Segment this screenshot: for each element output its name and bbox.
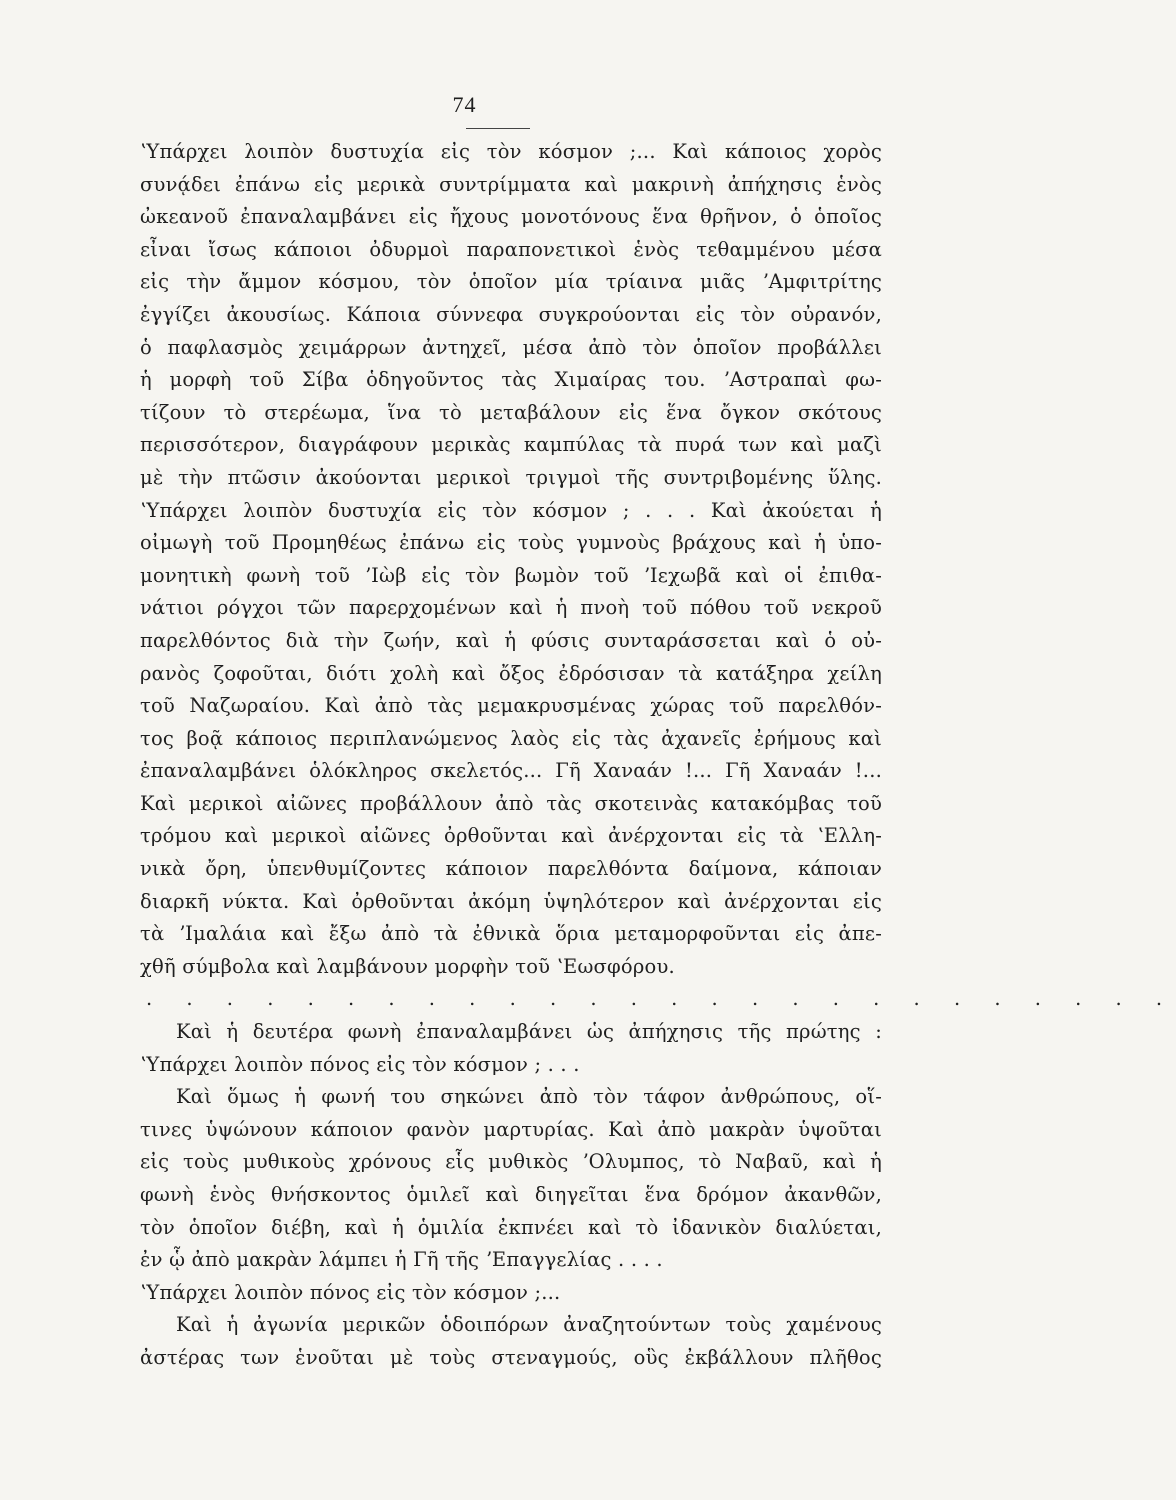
text-line: ʽΥπάρχει λοιπὸν δυστυχία εἰς τὸν κόσμον ; . . . Καὶ ἀκούεται ἡ	[140, 498, 882, 522]
text-line: ἡ μορφὴ τοῦ Σίβα ὁδηγοῦντος τὰς Χιμαίρας του. ʼΑστραπαὶ φω-	[140, 368, 882, 392]
text-line: ἀστέρας των ἑνοῦται μὲ τοὺς στεναγμούς, οὓς ἐκβάλλουν πλῆθος	[140, 1345, 882, 1369]
text-line: τὸν ὁποῖον διέβη, καὶ ἡ ὁμιλία ἐκπνέει καὶ τὸ ἰδανικὸν διαλύεται,	[140, 1215, 882, 1239]
text-line: τοῦ Ναζωραίου. Καὶ ἀπὸ τὰς μεμακρυσμένας χώρας τοῦ παρελθόν-	[140, 694, 882, 718]
text-line: ἐγγίζει ἀκουσίως. Κάποια σύννεφα συγκρούονται εἰς τὸν οὐρανόν,	[140, 302, 882, 326]
text-line: οἰμωγὴ τοῦ Προμηθέως ἐπάνω εἰς τοὺς γυμνοὺς βράχους καὶ ἡ ὑπο-	[140, 531, 882, 555]
text-line: νικὰ ὄρη, ὑπενθυμίζοντες κάποιον παρελθόντα δαίμονα, κάποιαν	[140, 857, 882, 881]
text-line: ἐν ᾧ ἀπὸ μακρὰν λάμπει ἡ Γῆ τῆς ʼΕπαγγελίας . . . .	[140, 1248, 663, 1272]
text-line: τὰ ʼΙμαλάια καὶ ἔξω ἀπὸ τὰ ἐθνικὰ ὅρια μεταμορφοῦνται εἰς ἀπε-	[140, 922, 882, 946]
page-number: 74	[452, 92, 477, 117]
text-line: περισσότερον, διαγράφουν μερικὰς καμπύλας τὰ πυρά των καὶ μαζὶ	[140, 433, 882, 457]
text-line: διαρκῆ νύκτα. Καὶ ὀρθοῦνται ἀκόμη ὑψηλότερον καὶ ἀνέρχονται εἰς	[140, 889, 882, 913]
text-line: παρελθόντος διὰ τὴν ζωήν, καὶ ἡ φύσις συνταράσσεται καὶ ὁ οὐ-	[140, 628, 882, 652]
text-line: ʽΥπάρχει λοιπὸν πόνος εἰς τὸν κόσμον ;...	[140, 1280, 561, 1304]
text-line: φωνὴ ἑνὸς θνήσκοντος ὁμιλεῖ καὶ διηγεῖται ἕνα δρόμον ἀκανθῶν,	[140, 1183, 882, 1206]
text-line: ʽΥπάρχει λοιπὸν δυστυχία εἰς τὸν κόσμον ;... Καὶ κάποιος χορὸς	[140, 140, 882, 163]
text-line: εἰς τοὺς μυθικοὺς χρόνους εἷς μυθικὸς ʼΟλυμπος, τὸ Ναβαῦ, καὶ ἡ	[140, 1150, 882, 1174]
text-line: μονητικὴ φωνὴ τοῦ ʼΙὼβ εἰς τὸν βωμὸν τοῦ ʼΙεχωβᾶ καὶ οἱ ἐπιθα-	[140, 563, 882, 587]
dotted-separator: . . . . . . . . . . . . . . . . . . . . . . . . . .	[146, 987, 1176, 1011]
text-line: νάτιοι ρόγχοι τῶν παρερχομένων καὶ ἡ πνοὴ τοῦ πόθου τοῦ νεκροῦ	[140, 596, 882, 620]
text-line: συνᾴδει ἐπάνω εἰς μερικὰ συντρίμματα καὶ μακρινὴ ἀπήχησις ἑνὸς	[140, 172, 882, 196]
text-line: μὲ τὴν πτῶσιν ἀκούονται μερικοὶ τριγμοὶ τῆς συντριβομένης ὕλης.	[140, 465, 882, 489]
text-line: ἐπαναλαμβάνει ὁλόκληρος σκελετός... Γῆ Χαναάν !... Γῆ Χαναάν !...	[140, 759, 882, 783]
text-line: χθῆ σύμβολα καὶ λαμβάνουν μορφὴν τοῦ ʽΕωσφόρου.	[140, 954, 675, 978]
body-text	[140, 136, 1176, 1375]
text-line: Καὶ μερικοὶ αἰῶνες προβάλλουν ἀπὸ τὰς σκοτεινὰς κατακόμβας τοῦ	[140, 791, 882, 815]
text-line: ρανὸς ζοφοῦται, διότι χολὴ καὶ ὄξος ἐδρόσισαν τὰ κατάξηρα χείλη	[140, 661, 882, 685]
text-line: Καὶ ὅμως ἡ φωνή του σηκώνει ἀπὸ τὸν τάφον ἀνθρώπους, οἵ-	[176, 1085, 882, 1109]
page-number-rule	[466, 128, 530, 129]
text-line: ὠκεανοῦ ἐπαναλαμβάνει εἰς ἤχους μονοτόνους ἕνα θρῆνον, ὁ ὁποῖος	[140, 205, 882, 229]
text-line: Καὶ ἡ δευτέρα φωνὴ ἐπαναλαμβάνει ὡς ἀπήχησις τῆς πρώτης :	[176, 1020, 882, 1044]
text-line: τος βοᾷ κάποιος περιπλανώμενος λαὸς εἰς τὰς ἀχανεῖς ἐρήμους καὶ	[140, 726, 882, 750]
text-line: τρόμου καὶ μερικοὶ αἰῶνες ὀρθοῦνται καὶ ἀνέρχονται εἰς τὰ ʽΕλλη-	[140, 824, 882, 848]
text-line: εἰς τὴν ἄμμον κόσμου, τὸν ὁποῖον μία τρίαινα μιᾶς ʼΑμφιτρίτης	[140, 270, 882, 294]
text-line: ὁ παφλασμὸς χειμάρρων ἀντηχεῖ, μέσα ἀπὸ τὸν ὁποῖον προβάλλει	[140, 335, 882, 359]
text-line: εἶναι ἴσως κάποιοι ὀδυρμοὶ παραπονετικοὶ ἑνὸς τεθαμμένου μέσα	[140, 237, 882, 261]
text-line: Καὶ ἡ ἀγωνία μερικῶν ὁδοιπόρων ἀναζητούντων τοὺς χαμένους	[176, 1313, 882, 1337]
text-line: τίζουν τὸ στερέωμα, ἵνα τὸ μεταβάλουν εἰς ἕνα ὄγκον σκότους	[140, 400, 882, 424]
text-line: ʽΥπάρχει λοιπὸν πόνος εἰς τὸν κόσμον ; . . .	[140, 1052, 580, 1076]
text-line: τινες ὑψώνουν κάποιον φανὸν μαρτυρίας. Καὶ ἀπὸ μακρὰν ὑψοῦται	[140, 1117, 882, 1141]
